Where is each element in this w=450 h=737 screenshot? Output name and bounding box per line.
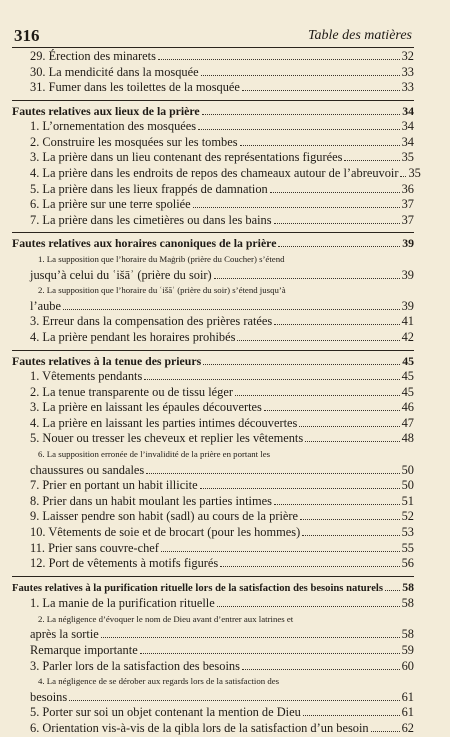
toc-entry-page: 45: [401, 384, 414, 399]
toc-entry-text: 1. La manie de la purification rituelle: [30, 596, 215, 611]
toc-entry-text: 3. Parler lors de la satisfaction des besoins: [30, 658, 240, 673]
dot-leader: [146, 473, 399, 474]
toc-entry: [12, 197, 414, 213]
toc-entry-text: Fautes relatives aux lieux de la prière: [12, 103, 200, 118]
toc-entry-text: Fautes relatives à la tenue des prieurs: [12, 353, 202, 368]
toc-entry-text-line2: après la sortie: [30, 627, 99, 642]
dot-leader: [200, 488, 400, 489]
dot-leader: [220, 566, 399, 567]
dot-leader: [242, 90, 400, 91]
toc-entry: [12, 314, 414, 330]
toc-entry: [12, 385, 414, 401]
toc-entry: [12, 119, 414, 135]
dot-leader: [158, 59, 400, 60]
toc-entry: [12, 369, 414, 385]
dot-leader: [385, 590, 400, 591]
toc-entry-page: 58: [402, 579, 414, 594]
dot-leader: [161, 551, 400, 552]
toc-entry-text: 5. La prière dans les lieux frappés de damnation: [30, 181, 268, 196]
toc-entry-text: 9. Laisser pendre son habit (sadl) au cours de la prière: [30, 509, 299, 524]
dot-leader: [63, 309, 400, 310]
dot-leader: [144, 379, 399, 380]
running-title: Table des matières: [308, 28, 412, 43]
toc-entry-page: 60: [401, 658, 414, 673]
toc-entry-page: 59: [401, 643, 414, 657]
toc-section-heading: [12, 576, 414, 597]
toc-entry-page: 34: [401, 134, 414, 149]
toc-entry-text: 4. La prière dans les endroits de repos des chameaux autour de l’abreuvoir: [30, 166, 399, 181]
toc-entry: [12, 659, 414, 675]
toc-entry-page: 46: [401, 400, 414, 415]
page-header: [0, 26, 450, 48]
toc-entry-text-line2: besoins: [30, 689, 68, 704]
dot-leader: [235, 395, 400, 396]
toc-entry-text: 1. Vêtements pendants: [30, 369, 143, 383]
toc-entry-page: 35: [408, 166, 421, 181]
toc-entry-page: 42: [401, 329, 414, 344]
toc-entry-page: 52: [401, 509, 414, 524]
toc-entry: [12, 213, 414, 229]
header-rule: [12, 47, 414, 48]
toc-entry: [12, 252, 414, 283]
table-of-contents: [12, 49, 421, 737]
toc-entry-text: 6. La prière sur une terre spoliée: [30, 197, 191, 212]
dot-leader: [274, 324, 399, 325]
toc-entry: [12, 494, 414, 510]
toc-entry: [12, 283, 414, 314]
dot-leader: [344, 160, 399, 161]
toc-entry-text: 29. Érection des minarets: [30, 49, 156, 63]
dot-leader: [201, 75, 400, 76]
dot-leader: [299, 426, 399, 427]
toc-entry-text-line1: 4. La négligence de se dérober aux regards lors de la satisfaction des: [38, 676, 280, 687]
dot-leader: [140, 653, 400, 654]
toc-entry-page: 58: [401, 627, 414, 642]
toc-entry-text: 3. La prière dans un lieu contenant des représentations figurées: [30, 150, 343, 165]
toc-entry-page: 50: [401, 478, 414, 493]
toc-entry: [12, 400, 414, 416]
toc-entry-page: 47: [401, 415, 414, 430]
toc-entry-text: 5. Porter sur soi un objet contenant la mention de Dieu: [30, 705, 301, 720]
toc-entry-page: 45: [402, 353, 414, 368]
toc-entry: [12, 643, 414, 659]
toc-entry-text: 30. La mendicité dans la mosquée: [30, 64, 199, 79]
toc-entry: [12, 541, 414, 557]
toc-entry-text: 6. Orientation vis-à-vis de la qibla lors de la satisfaction d’un besoin: [30, 720, 369, 735]
dot-leader: [202, 114, 401, 115]
dot-leader: [303, 715, 400, 716]
dot-leader: [214, 278, 400, 279]
toc-entry-page: 34: [401, 119, 414, 134]
dot-leader: [274, 504, 400, 505]
dot-leader: [198, 129, 400, 130]
toc-entry-text: 8. Prier dans un habit moulant les parties intimes: [30, 493, 272, 508]
toc-entry: [12, 525, 414, 541]
toc-entry-text: Fautes relatives aux horaires canoniques de la prière: [12, 236, 277, 251]
page-number: 316: [14, 26, 40, 45]
toc-entry-page: 39: [401, 267, 414, 282]
toc-entry-text: 3. La prière en laissant les épaules découvertes: [30, 400, 262, 415]
toc-entry-text: 7. Prier en portant un habit illicite: [30, 478, 198, 493]
toc-entry: [12, 447, 414, 478]
dot-leader: [240, 145, 400, 146]
toc-entry: [12, 182, 414, 198]
toc-entry-text: 31. Fumer dans les toilettes de la mosquée: [30, 80, 240, 95]
toc-entry: [12, 431, 414, 447]
toc-entry-page: 61: [401, 689, 414, 704]
dot-leader: [300, 519, 400, 520]
toc-entry-text: Fautes relatives à la purification rituelle lors de la satisfaction des besoins naturels: [12, 582, 383, 594]
toc-entry: [12, 150, 414, 166]
toc-entry: [12, 80, 414, 96]
toc-entry-page: 37: [401, 212, 414, 227]
toc-entry-text: 1. L’ornementation des mosquées: [30, 119, 197, 134]
toc-entry: [12, 416, 414, 432]
toc-entry-text: 7. La prière dans les cimetières ou dans les bains: [30, 212, 272, 227]
dot-leader: [264, 410, 400, 411]
toc-entry: [12, 166, 421, 182]
dot-leader: [101, 637, 400, 638]
toc-entry-page: 62: [401, 720, 414, 735]
toc-section-heading: [12, 232, 414, 252]
toc-entry: [12, 596, 414, 612]
toc-entry-text: 2. Construire les mosquées sur les tombes: [30, 134, 238, 149]
dot-leader: [371, 731, 400, 732]
toc-entry: [12, 556, 414, 572]
toc-entry-page: 51: [401, 493, 414, 508]
toc-entry-page: 33: [401, 64, 414, 79]
toc-entry-page: 56: [401, 556, 414, 571]
toc-entry: [12, 509, 414, 525]
toc-entry-page: 55: [401, 540, 414, 555]
toc-entry-text-line1: 2. La supposition que l’horaire du ʿišāʾ (prière du soir) s’étend jusqu’à: [38, 285, 286, 296]
toc-entry-text: 2. La tenue transparente ou de tissu léger: [30, 384, 233, 399]
toc-entry-page: 36: [401, 181, 414, 196]
toc-entry-text-line1: 2. La négligence d’évoquer le nom de Dieu avant d’entrer aux latrines et: [38, 613, 294, 624]
dot-leader: [193, 207, 400, 208]
toc-entry: [12, 612, 414, 643]
toc-entry-text-line2: l’aube: [30, 298, 61, 313]
dot-leader: [400, 176, 406, 177]
toc-entry-page: 61: [401, 705, 414, 720]
toc-entry-page: 48: [401, 431, 414, 446]
toc-entry-page: 33: [401, 80, 414, 95]
toc-entry-page: 35: [401, 150, 414, 165]
toc-entry-text: 4. La prière pendant les horaires prohibés: [30, 329, 236, 344]
toc-entry-page: 58: [401, 596, 414, 611]
toc-entry-text: Remarque importante: [30, 643, 138, 657]
toc-entry-page: 50: [401, 462, 414, 477]
toc-entry-text-line1: 1. La supposition que l’horaire du Maġrib (prière du Coucher) s’étend: [38, 253, 285, 264]
toc-entry-text-line2: jusqu’à celui du ʿišāʾ (prière du soir): [30, 267, 212, 282]
toc-entry-text: 12. Port de vêtements à motifs figurés: [30, 556, 219, 571]
toc-entry-page: 32: [401, 49, 414, 63]
dot-leader: [242, 669, 400, 670]
toc-entry: [12, 705, 414, 721]
toc-entry: [12, 135, 414, 151]
toc-entry-text: 10. Vêtements de soie et de brocart (pour les hommes): [30, 524, 301, 539]
toc-entry-text: 11. Prier sans couvre-chef: [30, 540, 159, 555]
toc-section-heading: [12, 350, 414, 370]
toc-entry: [12, 674, 414, 705]
toc-entry: [12, 478, 414, 494]
dot-leader: [237, 340, 399, 341]
toc-entry-page: 34: [402, 103, 414, 118]
toc-entry-page: 39: [401, 298, 414, 313]
toc-entry-text: 4. La prière en laissant les parties intimes découvertes: [30, 415, 298, 430]
toc-entry-page: 37: [401, 197, 414, 212]
dot-leader: [278, 246, 400, 247]
toc-entry-page: 41: [401, 314, 414, 329]
dot-leader: [270, 192, 400, 193]
dot-leader: [69, 700, 399, 701]
toc-entry: [12, 65, 414, 81]
toc-entry-page: 39: [402, 236, 414, 251]
toc-entry: [12, 49, 414, 65]
dot-leader: [274, 223, 400, 224]
toc-entry-text: 5. Nouer ou tresser les cheveux et replier les vêtements: [30, 431, 304, 446]
toc-entry: [12, 721, 414, 737]
dot-leader: [305, 441, 399, 442]
dot-leader: [203, 364, 400, 365]
toc-entry-page: 45: [401, 369, 414, 383]
dot-leader: [302, 535, 399, 536]
toc-entry-text: 3. Erreur dans la compensation des prières ratées: [30, 314, 273, 329]
dot-leader: [217, 606, 400, 607]
toc-section-heading: [12, 100, 414, 120]
toc-entry: [12, 330, 414, 346]
toc-entry-text-line2: chaussures ou sandales: [30, 462, 145, 477]
toc-entry-text-line1: 6. La supposition erronée de l’invalidité de la prière en portant les: [38, 448, 271, 459]
toc-entry-page: 53: [401, 524, 414, 539]
